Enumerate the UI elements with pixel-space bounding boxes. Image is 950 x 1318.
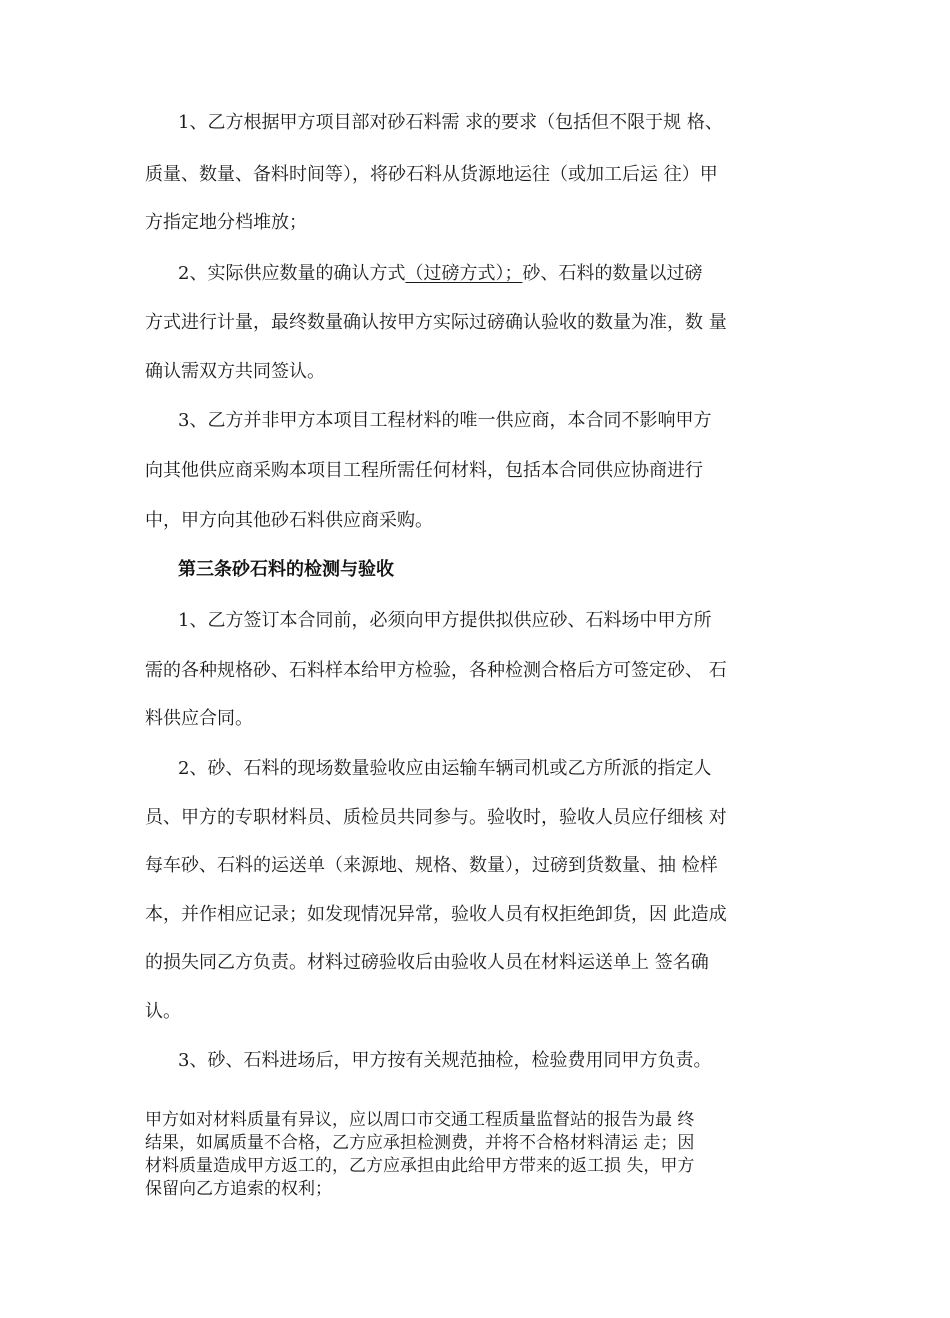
- clause-3-2-line-1: 2、砂、石料的现场数量验收应由运输车辆司机或乙方所派的指定人: [178, 758, 712, 779]
- clause-3-2-line-3: 每车砂、石料的运送单（来源地、规格、数量），过磅到货数量、抽 检样: [145, 855, 718, 876]
- section-3-heading: 第三条砂石料的检测与验收: [178, 559, 394, 580]
- clause-2-1-line-3: 方指定地分档堆放；: [145, 212, 307, 233]
- quality-dispute-line-1: 甲方如对材料质量有异议，应以周口市交通工程质量监督站的报告为最 终: [145, 1110, 695, 1130]
- clause-2-3-line-1: 3、乙方并非甲方本项目工程材料的唯一供应商，本合同不影响甲方: [178, 410, 712, 431]
- quality-dispute-line-2: 结果，如属质量不合格，乙方应承担检测费，并将不合格材料清运 走；因: [145, 1133, 695, 1153]
- weighing-method-underlined: （过磅方式）；: [405, 263, 523, 284]
- clause-3-1-line-2: 需的各种规格砂、石料样本给甲方检验，各种检测合格后方可签定砂、 石: [145, 660, 727, 681]
- clause-3-2-line-5: 的损失同乙方负责。材料过磅验收后由验收人员在材料运送单上 签名确: [145, 952, 709, 973]
- clause-2-2-line-1: [178, 259, 702, 285]
- clause-2-1-line-1: 1、乙方根据甲方项目部对砂石料需 求的要求（包括但不限于规 格、: [178, 112, 723, 133]
- clause-3-2-line-4: 本，并作相应记录；如发现情况异常，验收人员有权拒绝卸货，因 此造成: [145, 904, 727, 925]
- clause-3-2-line-6: 认。: [145, 1001, 181, 1022]
- quality-dispute-line-3: 材料质量造成甲方返工的，乙方应承担由此给甲方带来的返工损 失，甲方: [145, 1156, 695, 1176]
- clause-2-1-line-2: 质量、数量、备料时间等），将砂石料从货源地运往（或加工后运 往）甲: [145, 164, 718, 185]
- clause-3-1-line-1: 1、乙方签订本合同前，必须向甲方提供拟供应砂、石料场中甲方所: [178, 610, 712, 631]
- quality-dispute-line-4: 保留向乙方追索的权利；: [145, 1179, 332, 1199]
- clause-2-2-text-post: 砂、石料的数量以过磅: [522, 263, 703, 284]
- clause-2-2-text-pre: 2、实际供应数量的确认方式: [178, 263, 406, 284]
- clause-2-3-line-3: 中，甲方向其他砂石料供应商采购。: [145, 510, 433, 531]
- clause-2-2-line-2: 方式进行计量，最终数量确认按甲方实际过磅确认验收的数量为准，数 量: [145, 312, 727, 333]
- clause-3-1-line-3: 料供应合同。: [145, 708, 253, 729]
- clause-2-2-line-3: 确认需双方共同签认。: [145, 361, 325, 382]
- clause-3-3-line-1: 3、砂、石料进场后，甲方按有关规范抽检，检验费用同甲方负责。: [178, 1050, 712, 1071]
- clause-2-3-line-2: 向其他供应商采购本项目工程所需任何材料，包括本合同供应协商进行: [145, 460, 703, 481]
- clause-3-2-line-2: 员、甲方的专职材料员、质检员共同参与。验收时，验收人员应仔细核 对: [145, 807, 727, 828]
